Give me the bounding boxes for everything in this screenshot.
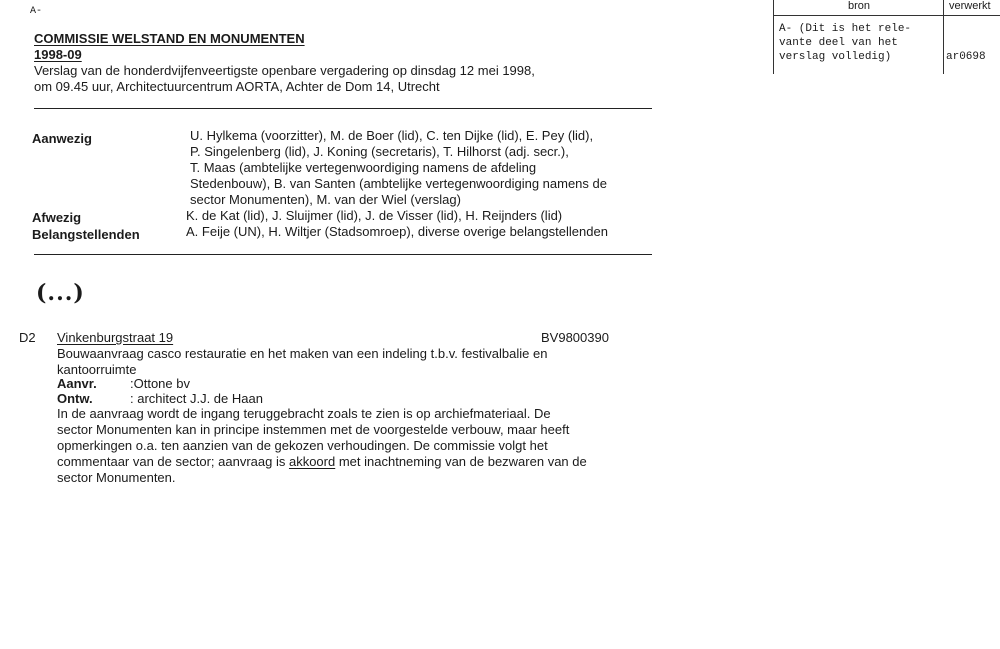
item-body: In de aanvraag wordt de ingang teruggebracht zoals te zien is op archiefmateriaal. De sector Monumenten kan in principe instemmen met de voorgestelde verbouw, maar heeft opmerkingen o.a. ten aanzien van de gekozen verhoudingen. De commissie volgt het commentaar van de sector; aanvraag is akkoord met inachtneming van de bezwaren van de sector Monumenten. bbox=[57, 406, 587, 485]
label-aanvr: Aanvr. bbox=[57, 376, 97, 391]
document-year: 1998-09 bbox=[34, 47, 82, 62]
card-note: A- (Dit is het rele- vante deel van het verslag volledig) bbox=[779, 23, 912, 63]
card-header-verwerkt: verwerkt bbox=[949, 0, 991, 12]
item-code: D2 bbox=[19, 330, 36, 345]
document-title: COMMISSIE WELSTAND EN MONUMENTEN bbox=[34, 31, 305, 46]
omission-ellipsis: (...) bbox=[36, 280, 85, 306]
value-aanwezig: U. Hylkema (voorzitter), M. de Boer (lid), C. ten Dijke (lid), E. Pey (lid), P. Singelenberg (lid), J. Koning (secretaris), T. Hilhorst (adj. secr.), T. Maas (ambtelijke vertegenwoordiging namens de afdeling Stedenbouw), B. van Santen (ambtelijke vertegenwoordiging namens de sector Monumenten), M. van der Wiel (verslag) bbox=[190, 128, 607, 207]
divider-top bbox=[34, 108, 652, 109]
item-description: Bouwaanvraag casco restauratie en het maken van een indeling t.b.v. festivalbalie en kantoorruimte bbox=[57, 346, 548, 377]
card-code: ar0698 bbox=[946, 51, 986, 63]
value-aanvr: :Ottone bv bbox=[130, 376, 190, 391]
value-afwezig: K. de Kat (lid), J. Sluijmer (lid), J. de Visser (lid), H. Reijnders (lid) bbox=[186, 208, 563, 223]
label-belangstellenden: Belangstellenden bbox=[32, 227, 140, 242]
meeting-line-1: Verslag van de honderdvijfenveertigste openbare vergadering op dinsdag 12 mei 1998, bbox=[34, 63, 535, 78]
item-reference: BV9800390 bbox=[541, 330, 609, 345]
corner-mark: A- bbox=[30, 6, 43, 17]
meeting-line-2: om 09.45 uur, Architectuurcentrum AORTA, Achter de Dom 14, Utrecht bbox=[34, 79, 440, 94]
verdict-akkoord: akkoord bbox=[288, 454, 336, 469]
label-aanwezig: Aanwezig bbox=[32, 131, 92, 146]
value-belangstellenden: A. Feije (UN), H. Wiltjer (Stadsomroep), diverse overige belangstellenden bbox=[186, 224, 608, 239]
item-address: Vinkenburgstraat 19 bbox=[57, 330, 174, 345]
label-afwezig: Afwezig bbox=[32, 210, 82, 225]
card-header-bron: bron bbox=[848, 0, 871, 12]
value-ontw: : architect J.J. de Haan bbox=[130, 391, 263, 406]
label-ontw: Ontw. bbox=[57, 391, 93, 406]
index-card bbox=[773, 0, 1000, 74]
divider-bottom bbox=[34, 254, 652, 255]
